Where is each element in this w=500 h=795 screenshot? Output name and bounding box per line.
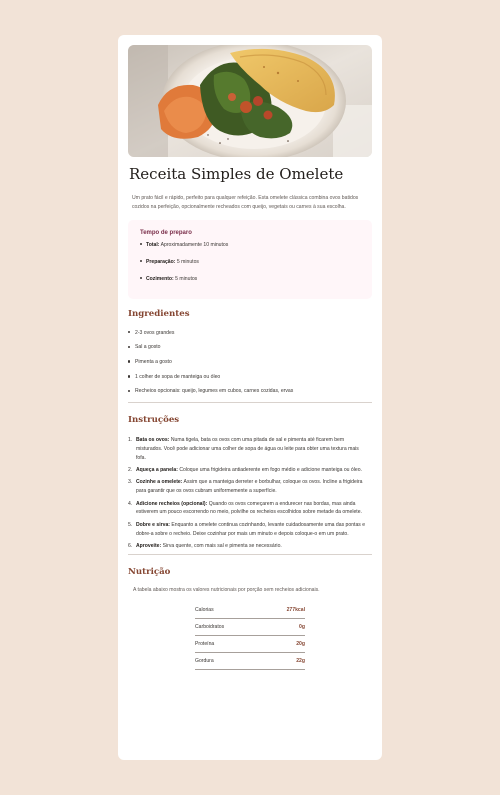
table-row: [195, 652, 305, 669]
step-number: 6.: [128, 542, 133, 549]
step-text: Numa tigela, bata os ovos com uma pitada de sal e pimenta até ficarem bem misturados. Você pode adicionar uma colher de sopa de água ou leite para obter uma textura mais fofa.: [136, 437, 359, 461]
step-label: Aproveite:: [136, 542, 162, 549]
step-text: Quando os ovos começarem a endurecer nas bordas, mas ainda estiverem um pouco escorrendo no meio, polvilhe os recheios escolhidos sobre metade da omelete.: [136, 500, 362, 516]
step-text: Coloque uma frigideira antiaderente em fogo médio e adicione manteiga ou óleo.: [177, 467, 362, 474]
instructions-list: [128, 436, 372, 551]
prep-time-list: [140, 241, 360, 283]
step-label: Aqueça a panela:: [136, 467, 178, 474]
recipe-intro: Um prato fácil e rápido, perfeito para qualquer refeição. Esta omelete clássica combina ovos batidos cozidos na perfeição, opcionalmente recheados com queijo, vegetais ou carnes à sua escolha.: [132, 195, 359, 210]
nutrient-name: Proteína: [195, 635, 262, 652]
nutrient-value: 20g: [262, 635, 305, 652]
step-label: Bata os ovos:: [136, 437, 170, 444]
prep-item-value: Aproximadamente 10 minutos: [159, 241, 229, 248]
prep-time-heading: Tempo de preparo: [140, 229, 192, 236]
step-label: Adicione recheios (opcional):: [136, 500, 208, 507]
instruction-step: [128, 466, 372, 475]
instruction-step: [128, 436, 372, 462]
prep-item-total: [140, 241, 360, 249]
instruction-step: [128, 521, 372, 539]
table-row: [195, 601, 305, 618]
step-label: Cozinhe a omelete:: [136, 479, 183, 486]
step-number: 2.: [128, 467, 133, 474]
nutrient-name: Carboidratos: [195, 618, 262, 635]
prep-item-value: 5 minutos: [175, 258, 199, 265]
table-row: [195, 635, 305, 652]
nutrient-name: Gordura: [195, 652, 262, 669]
ingredient-item: Sal a gosto: [128, 343, 372, 351]
prep-item-label: Total:: [146, 241, 160, 248]
nutrition-heading: Nutrição: [128, 567, 171, 578]
prep-item-label: Preparação:: [146, 258, 176, 265]
nutrition-intro: A tabela abaixo mostra os valores nutricionais por porção sem recheios adicionais.: [133, 587, 320, 594]
ingredient-item: Pimenta a gosto: [128, 358, 372, 366]
recipe-card: [118, 35, 382, 760]
step-text: Sirva quente, com mais sal e pimenta se necessário.: [161, 542, 282, 549]
prep-item-value: 5 minutos: [173, 275, 198, 282]
ingredient-item: Recheios opcionais: queijo, legumes em cubos, carnes cozidas, ervas: [128, 387, 372, 395]
prep-item-label: Cozimento:: [146, 275, 174, 282]
section-divider: [128, 554, 372, 555]
nutrient-value: 277kcal: [262, 601, 305, 618]
instruction-step: [128, 478, 372, 496]
instruction-step: [128, 500, 372, 518]
ingredients-heading: Ingredientes: [128, 308, 190, 319]
ingredient-item: 2-3 ovos grandes: [128, 329, 372, 337]
prep-item-preparation: [140, 258, 360, 266]
step-number: 1.: [128, 437, 133, 444]
instructions-heading: Instruções: [128, 415, 180, 426]
step-number: 4.: [128, 500, 133, 507]
nutrient-name: Calorias: [195, 601, 262, 618]
omelette-photo: [128, 45, 372, 157]
step-number: 3.: [128, 479, 133, 486]
instruction-step: [128, 542, 372, 551]
nutrient-value: 22g: [262, 652, 305, 669]
prep-item-cooking: [140, 275, 360, 283]
prep-time-box: [128, 220, 372, 299]
step-text: Enquanto a omelete continua cozinhando, levante cuidadosamente uma das pontas e dobre-a sobre o recheio. Deixe cozinhar por mais um minuto e depois coloque-o em um prato.: [136, 521, 366, 537]
step-text: Assim que a manteiga derreter e borbulhar, coloque os ovos. Incline a frigideira para garantir que os ovos cubram uniformemente a superfície.: [136, 479, 363, 495]
step-label: Dobre e sirva:: [136, 521, 170, 528]
ingredient-item: 1 colher de sopa de manteiga ou óleo: [128, 373, 372, 381]
step-number: 5.: [128, 521, 133, 528]
nutrition-table: [195, 601, 305, 670]
recipe-title: Receita Simples de Omelete: [129, 165, 344, 183]
table-row: [195, 618, 305, 635]
ingredients-list: [128, 329, 372, 396]
nutrient-value: 0g: [262, 618, 305, 635]
section-divider: [128, 402, 372, 403]
